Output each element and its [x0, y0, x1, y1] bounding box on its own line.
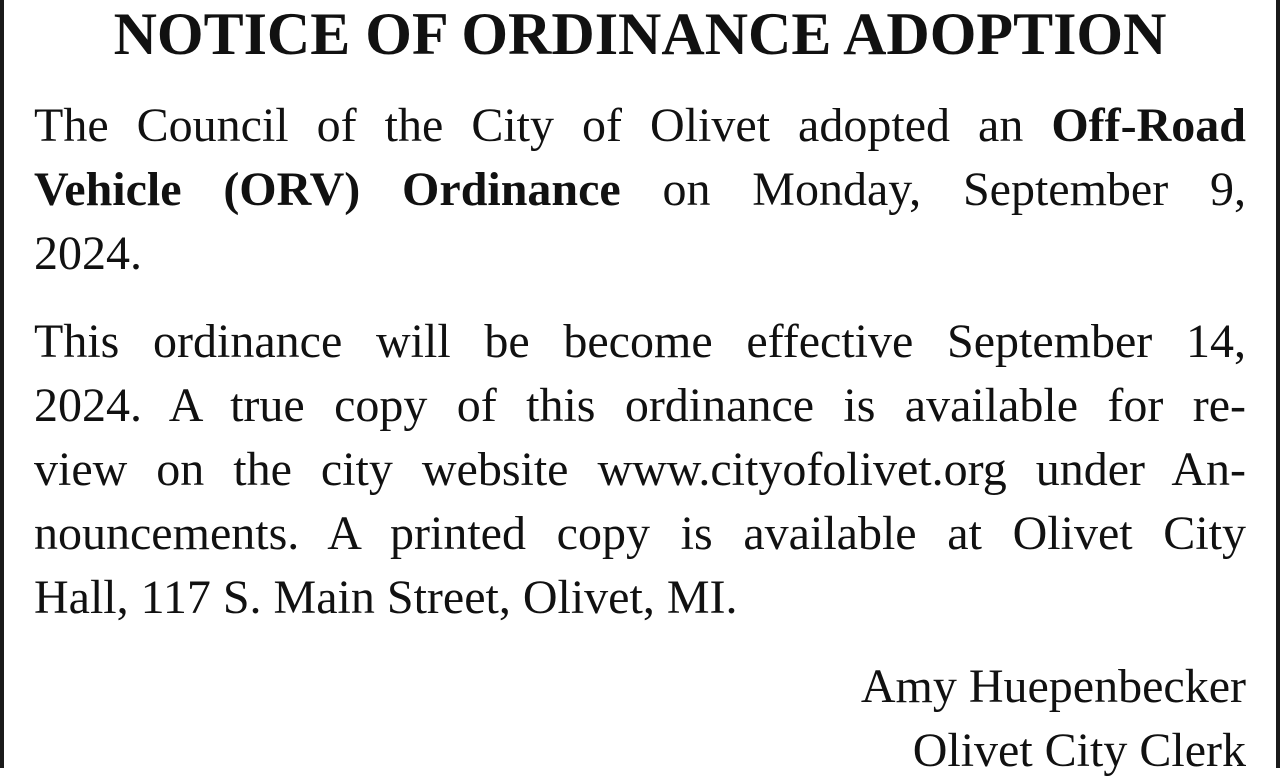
signature-block [861, 655, 1246, 783]
effective-line-3: view on the city website www.cityofolivet.org under An- [34, 443, 1246, 496]
ordinance-name-part-2: Vehicle (ORV) Ordinance [34, 163, 621, 216]
adoption-line-2-text: on Monday, September 9, [620, 163, 1247, 216]
effective-paragraph [34, 310, 1246, 630]
adoption-line-2 [34, 158, 1246, 222]
notice-title: NOTICE OF ORDINANCE ADOPTION [113, 1, 1167, 67]
adoption-paragraph [34, 94, 1246, 286]
adoption-line-1-text: The Council of the City of Olivet adopted an [34, 99, 1052, 152]
signer-title: Olivet City Clerk [912, 724, 1246, 777]
ordinance-name-part-1: Off-Road [1051, 99, 1246, 152]
effective-line-5: Hall, 117 S. Main Street, Olivet, MI. [34, 571, 738, 624]
effective-line-1: This ordinance will be become effective September 14, [34, 315, 1246, 368]
signer-name: Amy Huepenbecker [860, 660, 1246, 713]
adoption-line-1 [34, 94, 1246, 158]
adoption-line-3: 2024. [34, 227, 142, 280]
effective-line-4: nouncements. A printed copy is available at Olivet City [34, 507, 1246, 560]
effective-line-2: 2024. A true copy of this ordinance is available for re- [34, 379, 1246, 432]
